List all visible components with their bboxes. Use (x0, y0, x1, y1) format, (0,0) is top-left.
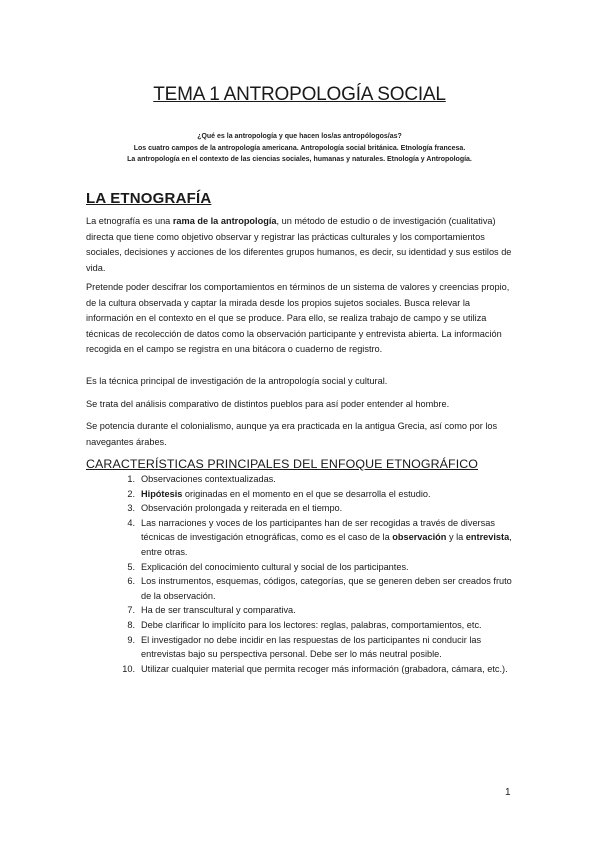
list-item (113, 574, 518, 603)
list-text: y la (446, 532, 466, 543)
subtitle-line: Los cuatro campos de la antropología americana. Antropología social británica. Etnología francesa. (133, 144, 466, 152)
list-text: , entre otras. (141, 532, 512, 557)
text-run: La etnografía es una (86, 216, 173, 226)
paragraph-comparative: Se trata del análisis comparativo de distintos pueblos para así poder entender al hombre. (86, 399, 450, 409)
list-number: 7. (127, 605, 135, 616)
subtitle-line: ¿Qué es la antropología y que hacen los/as antropólogos/as? (197, 133, 402, 140)
paragraph-history: Se potencia durante el colonialismo, aunque ya era practicada en la antigua Grecia, así como por los navegantes árabes. (86, 421, 498, 447)
list-text: Observaciones contextualizadas. (141, 474, 276, 484)
paragraph-definition (86, 214, 516, 276)
list-item (113, 662, 518, 677)
paragraph-method: Pretende poder descifrar los comportamientos en términos de un sistema de valores y creencias propio, de la cultura observada y captar la mirada desde los propios sujetos sociales. Busca relevar la información en el contexto en el que se produce. Para ello, se realiza trabajo de campo y se utiliza técnicas de recolección de datos como la observación participante y entrevista abierta. La información recogida en el campo se registra en una bitácora o cuaderno de registro. (86, 282, 510, 355)
characteristics-list (113, 472, 518, 676)
list-text: El investigador no debe incidir en las respuestas de los participantes ni conducir las entrevistas bajo su perspectiva personal. Debe ser lo más neutral posible. (141, 634, 482, 660)
list-number: 10. (122, 663, 135, 674)
text-run: , un método de estudio o de investigación (cualitativa) directa que tiene como objetivo observar y registrar las prácticas culturales y los comportamientos sociales, decisiones y acciones de los diferentes grupos humanos, es decir, su identidad y sus estilos de vida. (86, 216, 512, 273)
list-text: Los instrumentos, esquemas, códigos, categorías, que se generen deben ser creados fruto de la observación. (141, 576, 512, 601)
paragraph-technique: Es la técnica principal de investigación de la antropología social y cultural. (86, 376, 388, 386)
list-number: 9. (127, 634, 135, 645)
list-text: Explicación del conocimiento cultural y social de los participantes. (141, 561, 409, 572)
list-number: 3. (127, 503, 135, 514)
list-item (113, 487, 518, 502)
list-item (113, 603, 518, 618)
list-number: 5. (127, 561, 135, 572)
list-number: 2. (127, 488, 135, 499)
list-item (113, 560, 518, 575)
document-title: TEMA 1 ANTROPOLOGÍA SOCIAL (153, 84, 446, 105)
list-number: 8. (127, 619, 135, 630)
list-item (113, 618, 518, 633)
section-heading-caracteristicas: CARACTERÍSTICAS PRINCIPALES DEL ENFOQUE ETNOGRÁFICO (86, 457, 479, 471)
bold-text: observación (392, 532, 447, 543)
bold-text: rama de la antropología (172, 216, 277, 226)
list-item (113, 516, 518, 560)
list-item (113, 633, 518, 662)
list-item (113, 472, 518, 487)
list-text: Debe clarificar lo implícito para los lectores: reglas, palabras, comportamientos, etc. (141, 619, 482, 630)
list-text: Observación prolongada y reiterada en el tiempo. (141, 503, 343, 514)
list-number: 1. (127, 474, 135, 484)
list-text: Ha de ser transcultural y comparativa. (141, 605, 296, 616)
list-number: 6. (127, 576, 135, 587)
subtitle-line: La antropología en el contexto de las ciencias sociales, humanas y naturales. Etnología y Antropología. (127, 156, 472, 163)
bold-text: Hipótesis (141, 488, 183, 499)
list-text: Utilizar cualquier material que permita recoger más información (grabadora, cámara, etc.). (141, 663, 508, 674)
list-text: originadas en el momento en el que se desarrolla el estudio. (182, 488, 431, 499)
page-number: 1 (505, 787, 511, 798)
list-number: 4. (127, 517, 135, 528)
list-item (113, 501, 518, 516)
section-heading-etnografia: LA ETNOGRAFÍA (86, 190, 212, 207)
subtitle-block (0, 131, 599, 166)
list-text: Las narraciones y voces de los participantes han de ser recogidas a través de diversas técnicas de investigación etnográficas, como es el caso de la (141, 517, 495, 543)
bold-text: entrevista (465, 532, 510, 543)
